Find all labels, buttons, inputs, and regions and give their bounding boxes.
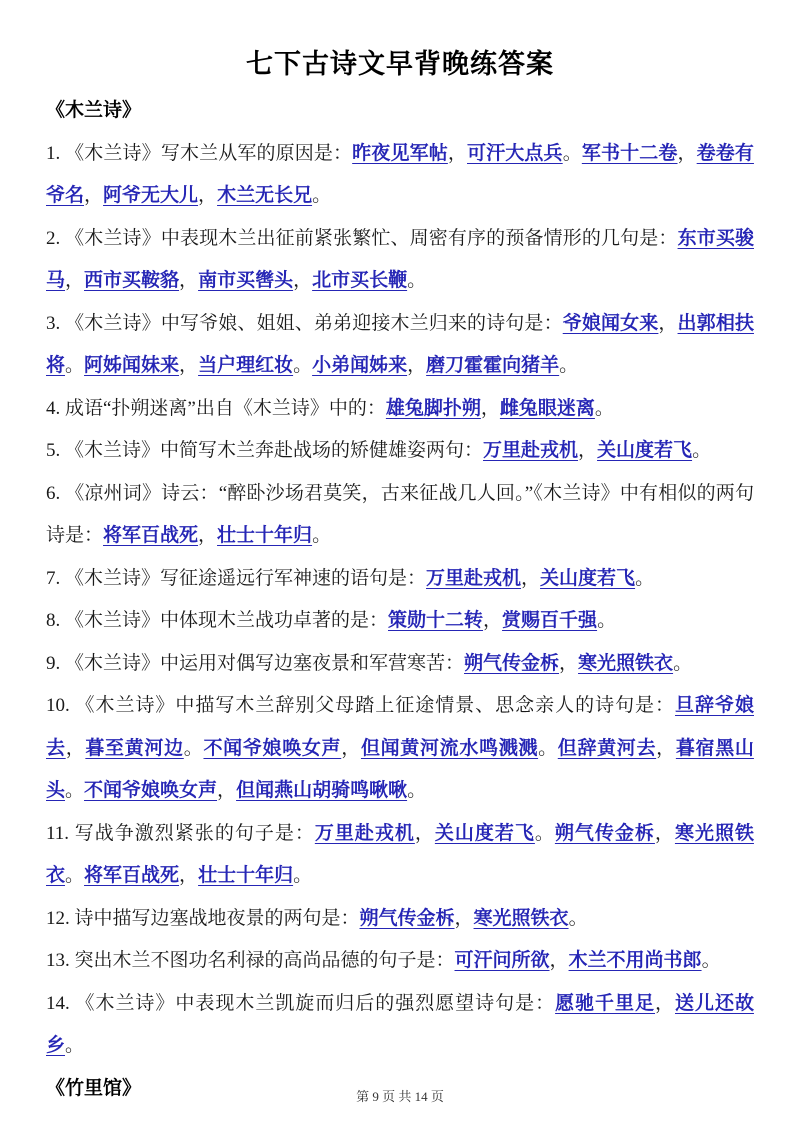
answer-text: 旦辞爷娘去 [46,695,754,759]
question-text: ， [658,312,678,334]
section-heading: 《竹里馆》 [46,1077,142,1099]
question-text: 8. 《木兰诗》中体现木兰战功卓著的是： [46,610,389,631]
answer-text: 朔气传金柝 [554,822,655,844]
question-text: 。 [312,525,332,546]
question-text: ， [655,992,675,1014]
answer-text: 愿驰千里足 [555,992,656,1014]
answer-text: 阿姊闻妹来 [84,355,180,376]
question-text: 14. 《木兰诗》中表现木兰凯旋而归后的强烈愿望诗句是： [46,992,556,1014]
question-text: ， [654,822,675,844]
answer-text: 万里赴戎机 [483,440,579,461]
answer-text: 军书十二卷 [581,142,678,164]
answer-text: 不闻爷娘唤女声 [203,737,342,759]
answer-text: 雌兔眼迷离 [499,397,595,419]
question-text: 。 [538,737,558,759]
question-item [46,940,754,983]
question-text: 9. 《木兰诗》中运用对偶写边塞夜景和军营寒苦： [46,652,465,674]
answer-text: 西市买鞍貉 [84,270,180,291]
answer-text: 木兰不用尚书郎 [568,950,702,971]
question-text: 3. 《木兰诗》中写爷娘、姐姐、弟弟迎接木兰归来的诗句是： [46,312,563,334]
answer-text: 寒光照铁衣 [578,652,674,674]
question-item [46,430,754,473]
answer-text: 阿爷无大儿 [103,185,199,206]
answer-text: 当户理红妆 [198,355,294,376]
question-text: ， [559,652,579,674]
question-text: 。 [673,652,693,674]
question-text: ， [521,567,541,589]
answer-text: 磨刀霍霍向猪羊 [426,355,560,376]
answer-text: 将军百战死 [84,865,180,886]
answer-text: 朔气传金柝 [464,652,560,674]
question-text: ， [179,270,199,291]
answer-text: 北市买长鞭 [312,270,408,291]
question-text: ， [677,142,697,164]
question-text: 。 [65,1035,85,1056]
question-text: 。 [635,567,655,589]
question-item [46,600,754,643]
question-item [46,473,754,558]
answer-text: 壮士十年归 [217,525,313,546]
question-text: 7. 《木兰诗》写征途遥远行军神速的语句是： [46,567,427,589]
question-text: 。 [65,355,85,376]
question-text: 。 [293,355,313,376]
answer-text: 万里赴戎机 [426,567,522,589]
question-text: 。 [407,780,427,801]
answer-text: 将军百战死 [103,525,199,546]
question-text: 10. 《木兰诗》中描写木兰辞别父母踏上征途情景、思念亲人的诗句是： [46,695,676,716]
question-text: 。 [65,865,85,886]
answer-text: 出郭相扶将 [46,312,754,376]
question-text: ， [179,865,199,886]
answer-text: 东市买骏马 [46,227,754,291]
question-item [46,558,754,601]
answer-text: 关山度若飞 [597,440,693,461]
question-text: 6. 《凉州词》诗云：“醉卧沙场君莫笑，古来征战几人回。”《木兰诗》中有相似的两句诗是： [46,482,754,546]
question-text: 。 [562,142,582,164]
question-text: ， [179,355,199,376]
answer-text: 可汗大点兵 [467,142,563,164]
answer-text: 壮士十年归 [198,865,294,886]
question-text: 2. 《木兰诗》中表现木兰出征前紧张繁忙、周密有序的预备情形的几句是： [46,227,678,249]
question-item [46,813,754,898]
question-text: 。 [568,907,588,929]
question-text: 13. 突出木兰不图功名利禄的高尚品德的句子是： [46,950,455,971]
section-heading: 《木兰诗》 [46,100,142,121]
question-text: 。 [65,780,85,801]
question-text: ， [198,185,218,206]
answer-text: 雄兔脚扑朔 [385,397,481,419]
answer-text: 但辞黄河去 [557,737,657,759]
question-text: 。 [312,185,332,206]
question-item [46,643,754,686]
question-item [46,983,754,1068]
answer-text: 卷卷有爷名 [46,142,754,206]
question-text: 5. 《木兰诗》中简写木兰奔赴战场的矫健雄姿两句： [46,440,484,461]
question-text: 12. 诗中描写边塞战地夜景的两句是： [46,907,360,929]
question-text: 。 [183,737,204,759]
question-item [46,685,754,813]
question-text: ， [407,355,427,376]
answer-text: 但闻黄河流水鸣溅溅 [360,737,539,759]
question-text: 。 [559,355,579,376]
question-item [46,218,754,303]
question-text: ， [656,737,676,759]
question-item [46,133,754,218]
question-text: ， [454,907,474,929]
question-text: ， [341,737,361,759]
answer-text: 不闻爷娘唤女声 [84,780,218,801]
page-number: 第 9 页 共 14 页 [356,1089,444,1104]
answer-text: 南市买辔头 [198,270,294,291]
question-text: ， [578,440,598,461]
answer-text: 朔气传金柝 [359,907,455,929]
answer-text: 万里赴戎机 [314,822,415,844]
question-text: ， [480,397,500,419]
question-text: 。 [594,397,614,419]
question-item [46,898,754,941]
answer-text: 策勋十二转 [388,610,484,631]
question-text: ， [84,185,104,206]
question-text: ， [198,525,218,546]
question-text: ， [483,610,503,631]
answer-text: 小弟闻姊来 [312,355,408,376]
question-text: ， [447,142,467,164]
question-text: 。 [701,950,721,971]
question-text: 。 [597,610,617,631]
answer-text: 暮宿黑山头 [46,737,754,801]
question-item [46,388,754,431]
question-text: ， [293,270,313,291]
question-text: ， [414,822,435,844]
answer-text: 但闻燕山胡骑鸣啾啾 [236,780,408,801]
answer-text: 暮至黄河边 [85,737,184,759]
question-text: 1. 《木兰诗》写木兰从军的原因是： [46,142,353,164]
answer-text: 赏赐百千强 [502,610,598,631]
question-text: ， [217,780,237,801]
question-text: 。 [293,865,313,886]
answer-text: 昨夜见军帖 [352,142,448,164]
question-item [46,303,754,388]
answer-text: 关山度若飞 [540,567,636,589]
document-body [46,90,754,1110]
answer-text: 可汗问所欲 [454,950,550,971]
question-text: 。 [692,440,712,461]
question-text: ， [65,270,85,291]
answer-text: 寒光照铁衣 [473,907,569,929]
page-title: 七下古诗文早背晚练答案 [246,49,554,79]
question-text: 。 [534,822,555,844]
question-text: ， [549,950,569,971]
answer-text: 关山度若飞 [434,822,535,844]
question-text: 11. 写战争激烈紧张的句子是： [46,822,315,844]
answer-text: 送儿还故乡 [46,992,754,1056]
question-text: ， [65,737,86,759]
question-text: 。 [407,270,427,291]
answer-text: 寒光照铁衣 [46,822,754,886]
question-text: 4. 成语“扑朔迷离”出自《木兰诗》中的： [46,397,386,419]
answer-text: 爷娘闻女来 [562,312,659,334]
answer-text: 木兰无长兄 [217,185,313,206]
